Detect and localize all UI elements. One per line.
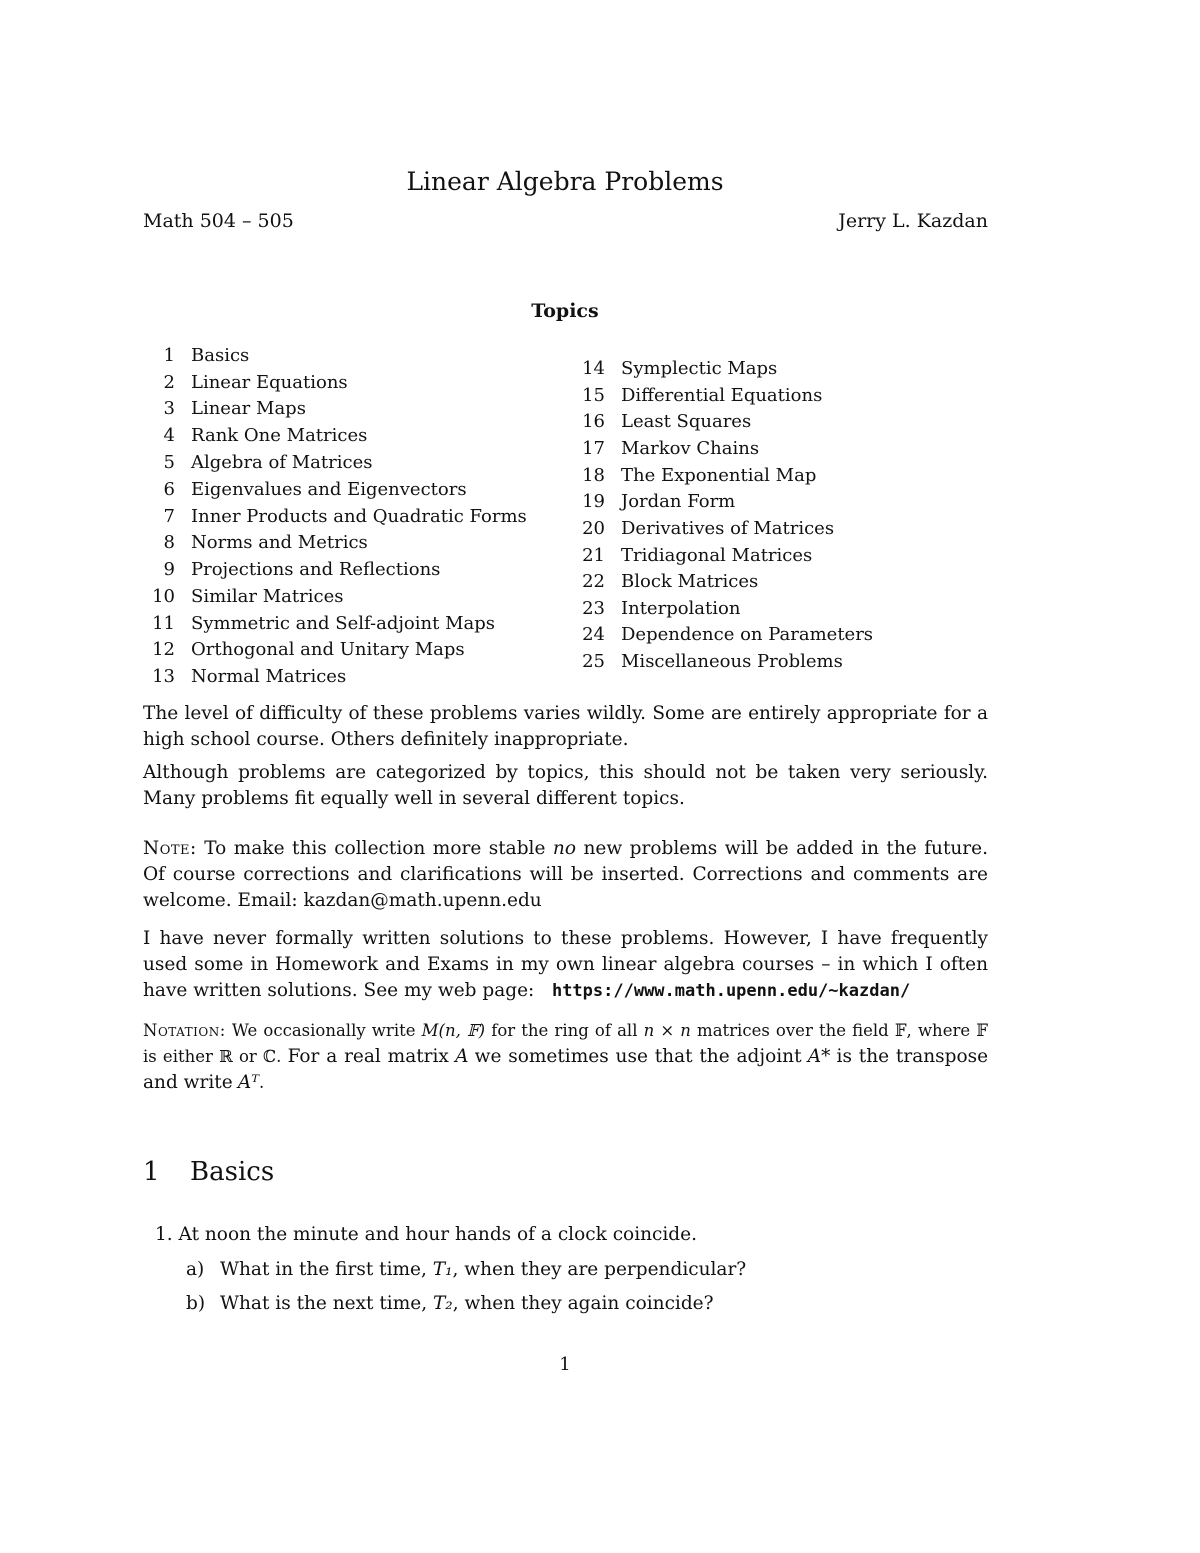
intro-difficulty-text: The level of difficulty of these problems varies wildly. Some are entirely appropriate for a high school course. Others definitely inappropriate.	[143, 703, 988, 750]
notation-text-3: matrices over the field	[697, 1021, 889, 1040]
note-emphasis: no	[552, 838, 576, 859]
part-variable: T₂	[432, 1293, 453, 1314]
part-label: a)	[186, 1259, 205, 1280]
notation-text-4: where 𝔽 is either ℝ or ℂ.	[143, 1021, 988, 1066]
notation-text-5: For a real matrix	[287, 1046, 449, 1067]
notation-text-6: we sometimes use that the adjoint	[474, 1046, 802, 1067]
part-text-pre: What is the next time,	[220, 1293, 428, 1314]
web-page-link[interactable]: https://www.math.upenn.edu/~kazdan/	[551, 981, 911, 1001]
note-label: Note:	[143, 838, 197, 859]
note-paragraph	[143, 836, 988, 914]
note-text-pre: To make this collection more stable	[204, 838, 546, 859]
notation-field: 𝔽,	[894, 1021, 912, 1040]
notation-size: n × n	[643, 1021, 691, 1040]
problem-number: 1.	[155, 1224, 173, 1245]
notation-paragraph	[143, 1018, 988, 1096]
notation-transpose: Aᵀ	[237, 1072, 260, 1093]
problem-part	[186, 1259, 746, 1280]
topics-list-right: 14 Symplectic Maps 15 Differential Equations 16 Least Squares 17 Markov Chains 18 The Exponential Map 19 Jordan Form 20 Derivatives of Matrices 21 Tridiagonal Matrices 22 Block Matrices 23 Interpolation 24 Dependence on Parameters 25 Miscellaneous Problems	[582, 358, 874, 672]
notation-text-1: We occasionally write	[231, 1021, 416, 1040]
part-text-post: , when they are perpendicular?	[452, 1259, 747, 1280]
notation-text-2: for the ring of all	[491, 1021, 638, 1040]
intro-categorized	[143, 760, 988, 812]
problem-text: At noon the minute and hour hands of a clock coincide.	[178, 1224, 697, 1245]
topics-list-left: 1 Basics 2 Linear Equations 3 Linear Maps 4 Rank One Matrices 5 Algebra of Matrices 6 Eigenvalues and Eigenvectors 7 Inner Products and Quadratic Forms 8 Norms and Metrics 9 Projections and Reflections 10 Similar Matrices 11 Symmetric and Self-adjoint Maps 12 Orthogonal and Unitary Maps 13 Normal Matrices	[152, 345, 527, 687]
solutions-paragraph	[143, 926, 988, 1004]
notation-text-7: is the transpose and write	[143, 1046, 989, 1093]
problem-item	[155, 1224, 697, 1245]
email-link[interactable]: kazdan@math.upenn.edu	[303, 890, 542, 911]
notation-label: Notation:	[143, 1021, 226, 1040]
solutions-text: I have never formally written solutions to these problems. However, I have frequently used some in Homework and Exams in my own linear algebra courses – in which I often have written solutions. See my web page:	[143, 928, 988, 1001]
part-text-pre: What in the first time,	[220, 1259, 427, 1280]
page-number: 1	[559, 1354, 571, 1375]
note-text-post: new problems will be added in the future. Of course corrections and clarifications will be inserted. Corrections and comments are welcome. Email:	[143, 838, 988, 911]
notation-ring: M(n, 𝔽)	[421, 1021, 486, 1040]
part-label: b)	[186, 1293, 206, 1314]
intro-difficulty	[143, 701, 988, 753]
problem-part	[186, 1293, 714, 1314]
part-text-post: , when they again coincide?	[452, 1293, 714, 1314]
notation-matrix: A	[455, 1046, 469, 1067]
section-heading	[143, 1157, 274, 1187]
notation-end: .	[259, 1073, 265, 1092]
section-number: 1	[143, 1157, 160, 1187]
course-label: Math 504 – 505	[143, 210, 294, 232]
author-name: Jerry L. Kazdan	[838, 210, 988, 232]
part-variable: T₁	[432, 1259, 453, 1280]
document-title: Linear Algebra Problems	[406, 167, 724, 196]
section-title: Basics	[190, 1157, 275, 1187]
intro-categorized-text: Although problems are categorized by topics, this should not be taken very seriously. Many problems fit equally well in several different topics.	[143, 762, 988, 809]
topics-heading: Topics	[531, 300, 599, 322]
notation-adjoint: A*	[807, 1046, 831, 1067]
